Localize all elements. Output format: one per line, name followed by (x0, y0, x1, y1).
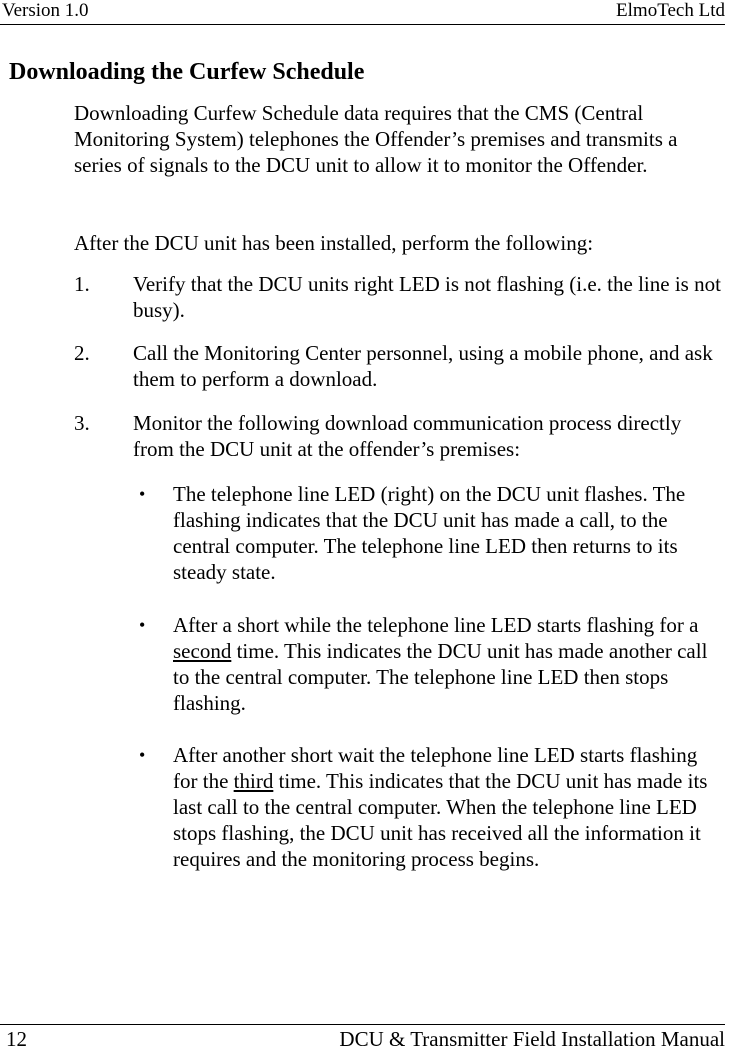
bullet-text: After another short wait the telephone line LED starts flashing for the third time. This indicates that the DCU unit has made its last call to the central computer. When the telephone line LED stops flashing, the DCU unit has received all the information it requires and the monitoring process begins. (173, 743, 708, 871)
step-number: 3. (74, 411, 90, 435)
bullet-text: After a short while the telephone line LED starts flashing for a second time. This indicates the DCU unit has made another call to the central computer. The telephone line LED then stops flashing. (173, 613, 708, 715)
company-name: ElmoTech Ltd (616, 0, 725, 21)
bullet-text: The telephone line LED (right) on the DCU unit flashes. The flashing indicates that the DCU unit has made a call, to the central computer. The telephone line LED then returns to its steady state. (173, 482, 686, 584)
lead-in-paragraph: After the DCU unit has been installed, perform the following: (74, 231, 594, 255)
step-item (74, 271, 724, 323)
step-text: Monitor the following download communication process directly from the DCU unit at the offender’s premises: (133, 411, 682, 461)
bullet-item (133, 612, 723, 716)
underlined-word: third (233, 769, 274, 793)
step-text: Verify that the DCU units right LED is not flashing (i.e. the line is not busy). (133, 272, 721, 322)
manual-title: DCU & Transmitter Field Installation Manual (339, 1027, 725, 1051)
bullet-item (133, 481, 723, 585)
step-text: Call the Monitoring Center personnel, using a mobile phone, and ask them to perform a download. (133, 341, 713, 391)
step-number: 1. (74, 272, 90, 296)
page-number: 12 (6, 1027, 27, 1051)
step-item (74, 340, 724, 392)
step-item (74, 410, 724, 462)
section-title: Downloading the Curfew Schedule (9, 59, 365, 85)
underlined-word: second (173, 639, 232, 663)
bullet-icon: • (139, 745, 146, 765)
page-footer (0, 1024, 725, 1051)
bullet-icon: • (139, 484, 146, 504)
page-header (0, 0, 725, 25)
version-label: Version 1.0 (2, 0, 89, 21)
bullet-icon: • (139, 615, 146, 635)
step-number: 2. (74, 341, 90, 365)
intro-paragraph: Downloading Curfew Schedule data requires that the CMS (Central Monitoring System) telephones the Offender’s premises and transmits a series of signals to the DCU unit to allow it to monitor the Offender. (74, 101, 678, 177)
bullet-item (133, 742, 723, 872)
